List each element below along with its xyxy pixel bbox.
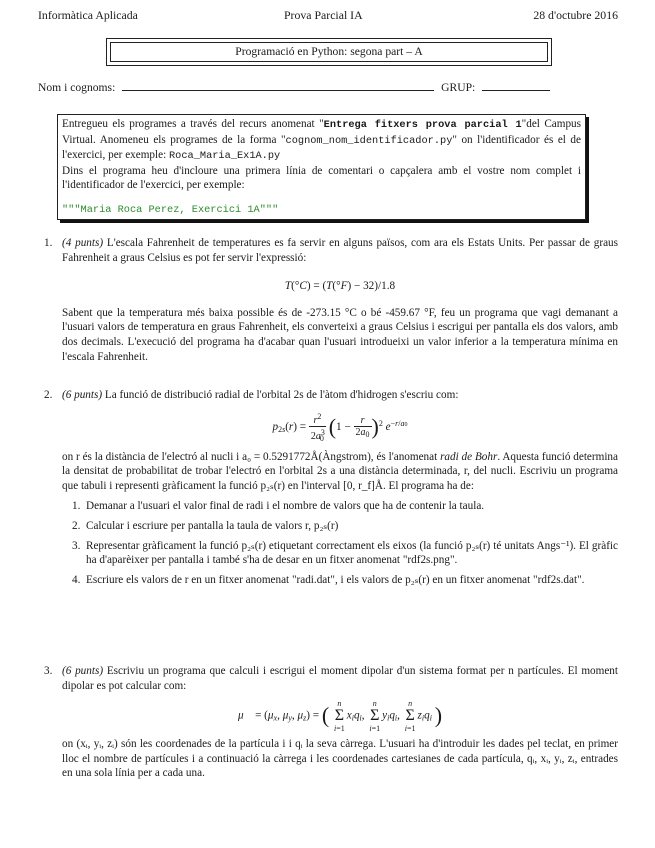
instructions-paragraph-1: Entregueu els programes a través del recurs anomenat "Entrega fitxers prova parcial 1"del Campus Virtual. Anomeneu els programes de la forma "cognom_nom_identificador.py" on l'identificador és el de l'exercici, per exemple: Roca_Maria_Ex1A.py (62, 118, 581, 163)
list-item: 2. Calcular i escriure per pantalla la taula de valors r, p₂ₛ(r) (72, 519, 339, 532)
instructions-paragraph-2: Dins el programa heu d'incloure una primera línia de comentari o capçalera amb el vostre nom complet i l'identificador de l'exercici, per exemple: (62, 164, 581, 192)
question-1-number: 1. (44, 237, 53, 249)
question-2-number: 2. (44, 389, 53, 401)
question-2-intro: La funció de distribució radial de l'orbital 2s de l'àtom d'hidrogen s'escriu com: (102, 389, 459, 401)
question-1-task: Sabent que la temperatura més baixa possible és de -273.15 °C o bé -459.67 °F, feu un programa que vagi demanant a l'usuari valors de temperatura en graus Fahrenheit, els converteixi a graus Celsius i escrigui per pantalla els dos valors, amb dos decimals. L'execució del programa ha d'acabar quan l'usuari introdueixi un valor inferior a la temperatura mínima en l'escala Fahrenheit. (62, 306, 618, 363)
header-exam: Prova Parcial IA (284, 8, 363, 22)
bohr-radius-term: radi de Bohr (440, 450, 498, 463)
list-item: 4. Escriure els valors de r en un fitxer anomenat "radi.dat", i els valors de p₂ₛ(r) en un fitxer anomenat "rdf2s.dat". (72, 573, 585, 586)
question-2-steps (62, 499, 618, 587)
title-box (106, 38, 552, 66)
name-row (38, 80, 618, 96)
fahrenheit-celsius-equation: T(°C) = (T(°F) − 32)/1.8 (284, 280, 396, 293)
name-field[interactable] (122, 80, 434, 91)
question-3-intro: Escriviu un programa que calculi i escrigui el moment dipolar d'un sistema format per n partícules. El moment dipolar es pot calcular com: (62, 665, 618, 692)
question-1-points: (4 punts) (62, 237, 104, 249)
question-2-description: on r és la distància de l'electró al nucli i a₀ = 0.5291772Å(Àngstrom), és l'anomenat (62, 450, 441, 463)
list-item: 3. Representar gràficament la funció p₂ₛ(r) etiquetant correctament els eixos (la funció p₂ₛ(r) té unitats Angs⁻¹). El gràfic ha d'aparèixer per pantalla i també s'ha de desar en un fitxer anomenat "rdf2s.png". (72, 539, 618, 567)
question-1 (38, 236, 618, 364)
group-label: GRUP: (441, 81, 476, 94)
radial-distribution-equation: $p_{2s}(r)$ = $\frac{r^2}{2a^3_0}$ (1 − $\frac{r}{2a_0}$ )$^2$ $e^{-r/a0}$ (272, 411, 408, 443)
group-field[interactable] (482, 80, 550, 91)
code-filename-pattern: cognom_nom_identificador.py (285, 134, 453, 147)
code-filename-example: Roca_Maria_Ex1A.py (169, 150, 281, 163)
name-label: Nom i cognoms: (38, 81, 116, 94)
question-1-intro: L'escala Fahrenheit de temperatures es fa servir en alguns països, com ara els Estats Units. Per passar de graus Fahrenheit a graus Celsius es pot fer servir l'expressió: (62, 237, 618, 264)
question-3-task: on (xᵢ, yᵢ, zᵢ) són les coordenades de la partícula i i qᵢ la seva càrrega. L'usuari ha d'introduir les dades pel teclat, en primer lloc el nombre de partícules i a continuació la càrrega i les coordenades cartesianes de cada partícula, qᵢ, xᵢ, yᵢ, zᵢ, entrades en una sola línia per a cada una. (62, 738, 618, 780)
question-3-points: (6 punts) (62, 665, 104, 677)
code-submission-resource: Entrega fitxers prova parcial 1 (323, 119, 522, 131)
list-item: 1. Demanar a l'usuari el valor final de radi i el nombre de valors que ha de contenir la taula. (72, 500, 485, 513)
dipole-moment-equation: μ⃗ = ($\mu_x$, $\mu_y$, $\mu_z$) = ( n Σ $i=1x_iq_i$, n Σ $i=1y_iq_i$, n Σ $i=1z_iq_i$ ) (237, 699, 443, 734)
exam-title: Programació en Python: segona part – A (110, 42, 548, 62)
question-3-number: 3. (44, 665, 53, 677)
instructions-box (57, 114, 586, 220)
header-comment-example: """Maria Roca Perez, Exercici 1A""" (62, 203, 279, 216)
question-3 (38, 664, 618, 781)
header-course: Informàtica Aplicada (38, 8, 138, 22)
question-2-points: (6 punts) (62, 389, 103, 401)
header-date: 28 d'octubre 2016 (533, 8, 618, 22)
page-header (38, 8, 618, 24)
question-2: 2. (6 punts) La funció de distribució radial de l'orbital 2s de l'àtom d'hidrogen s'escriu com: $p_{2s}(r)$ = $\frac{r^2}{2a^3_0}$ (1 − $\frac{r}{2a_0}$ )$^2$ $e^{-r/a0}$ on r és la distància de l'electró al nucli i a₀ = 0.5291772Å(Àngstrom), és l'anomenat radi de Bohr. Aquesta funció determina la densitat de probabilitat de trobar l'electró en l'orbital 2s a una distància determinada, r, del nucli. Escriviu un programa que tabuli i representi gràficament la funció p₂ₛ(r) en l'interval [0, r_f]Å. El programa ha de: 1. Demanar a l'usuari el valor final de radi i el nombre de valors que ha de contenir la taula. 2. Calcular i escriure per pantalla la taula de valors r, p₂ₛ(r) 3. Representar gràficament la funció p₂ₛ(r) etiquetant correctament els eixos (la funció p₂ₛ(r) té unitats Angs⁻¹). El gràfic ha d'aparèixer per pantalla i també s'ha de desar en un fitxer anomenat "rdf2s.png". 4. Escriure els valors de r en un fitxer anomenat "radi.dat", i els valors de p₂ₛ(r) en un fitxer anomenat "rdf2s.dat". (44, 389, 618, 586)
